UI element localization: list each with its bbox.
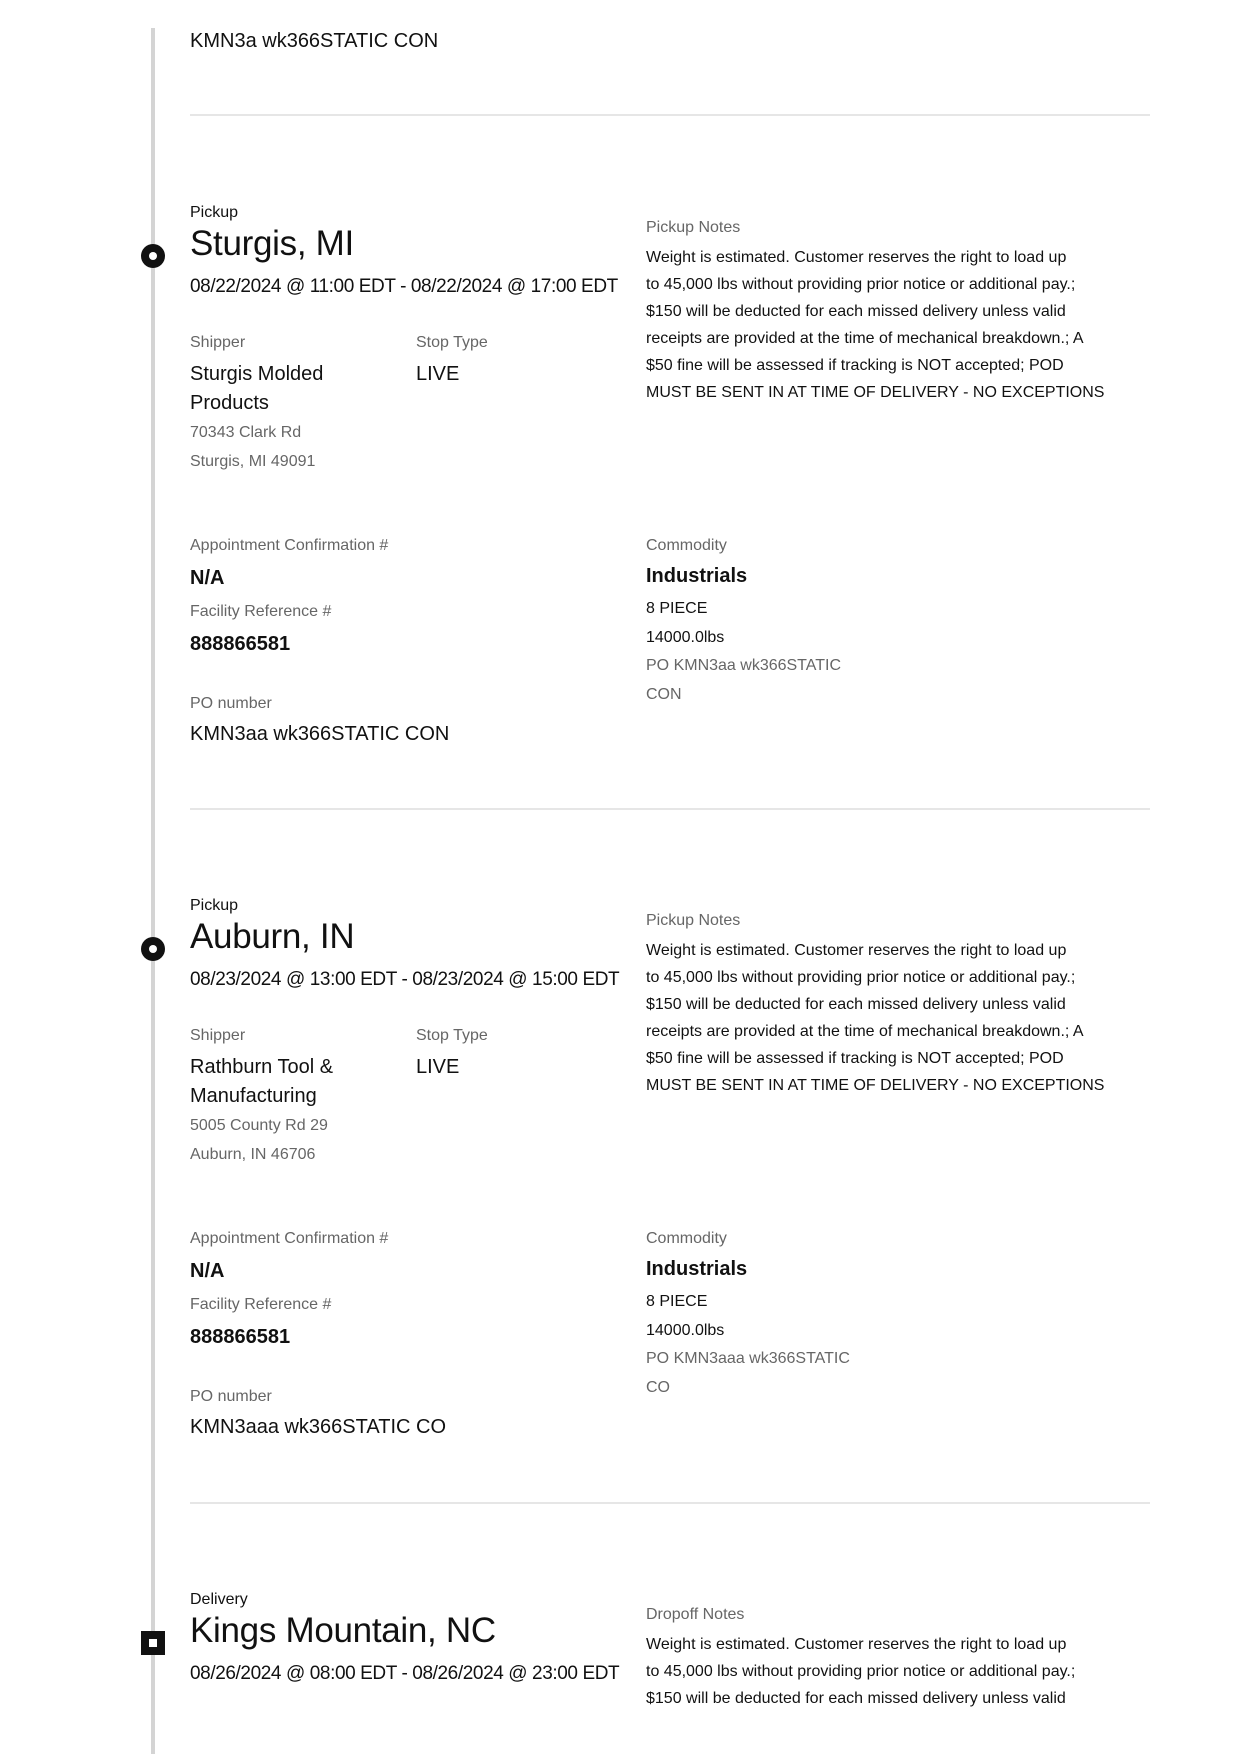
po-number-label: PO number: [190, 695, 272, 712]
notes-line: $150 will be deducted for each missed delivery unless valid: [646, 996, 1066, 1013]
previous-stop-po-number: KMN3a wk366STATIC CON: [190, 30, 439, 52]
notes-title: Dropoff Notes: [646, 1606, 745, 1623]
notes-body: [646, 937, 1116, 1099]
notes-line: MUST BE SENT IN AT TIME OF DELIVERY - NO EXCEPTIONS: [646, 384, 1105, 401]
notes-body: [646, 1631, 1116, 1712]
shipper-address-line1: 5005 County Rd 29: [190, 1117, 328, 1134]
section-divider: [190, 808, 1150, 810]
commodity-po-line2: CON: [646, 686, 682, 703]
pickup-marker-icon: [141, 244, 165, 268]
notes-line: $150 will be deducted for each missed delivery unless valid: [646, 1690, 1066, 1707]
stop-time-window: 08/26/2024 @ 08:00 EDT - 08/26/2024 @ 23:00 EDT: [190, 1663, 620, 1684]
commodity-weight: 14000.0lbs: [646, 1322, 725, 1339]
notes-line: to 45,000 lbs without providing prior notice or additional pay.;: [646, 276, 1076, 293]
stop-kind-label: Delivery: [190, 1591, 248, 1608]
po-number-label: PO number: [190, 1388, 272, 1405]
shipper-name-line: Sturgis Molded: [190, 363, 324, 385]
shipper-label: Shipper: [190, 334, 246, 351]
commodity-weight: 14000.0lbs: [646, 629, 725, 646]
notes-body: [646, 244, 1116, 406]
facility-value: 888866581: [190, 633, 291, 655]
appointment-value: N/A: [190, 567, 225, 589]
stop-city: Auburn, IN: [190, 917, 355, 956]
notes-line: Weight is estimated. Customer reserves the right to load up: [646, 942, 1067, 959]
shipper-label: Shipper: [190, 1027, 246, 1044]
stop-card-auburn: [0, 897, 1240, 1497]
stop-city: Sturgis, MI: [190, 224, 354, 263]
stop-kind-label: Pickup: [190, 897, 239, 914]
commodity-name: Industrials: [646, 565, 748, 587]
notes-line: to 45,000 lbs without providing prior notice or additional pay.;: [646, 1663, 1076, 1680]
notes-line: $50 fine will be assessed if tracking is NOT accepted; POD: [646, 357, 1064, 374]
notes-line: $150 will be deducted for each missed delivery unless valid: [646, 303, 1066, 320]
appointment-label: Appointment Confirmation #: [190, 537, 389, 554]
stop-time-window: 08/22/2024 @ 11:00 EDT - 08/22/2024 @ 17:00 EDT: [190, 276, 618, 297]
stop-card-sturgis: [0, 204, 1240, 804]
section-divider: [190, 114, 1150, 116]
commodity-label: Commodity: [646, 537, 727, 554]
shipper-address-line1: 70343 Clark Rd: [190, 424, 302, 441]
shipper-name-line: Products: [190, 392, 269, 414]
commodity-po-line2: CO: [646, 1379, 670, 1396]
notes-line: to 45,000 lbs without providing prior notice or additional pay.;: [646, 969, 1076, 986]
stop-type-value: LIVE: [416, 1056, 460, 1078]
shipper-name-line: Rathburn Tool &: [190, 1056, 334, 1078]
notes-line: receipts are provided at the time of mechanical breakdown.; A: [646, 1023, 1084, 1040]
notes-line: $50 fine will be assessed if tracking is NOT accepted; POD: [646, 1050, 1064, 1067]
facility-value: 888866581: [190, 1326, 291, 1348]
commodity-pieces: 8 PIECE: [646, 1293, 708, 1310]
stop-time-window: 08/23/2024 @ 13:00 EDT - 08/23/2024 @ 15:00 EDT: [190, 969, 620, 990]
notes-line: MUST BE SENT IN AT TIME OF DELIVERY - NO EXCEPTIONS: [646, 1077, 1105, 1094]
stop-type-value: LIVE: [416, 363, 460, 385]
notes-title: Pickup Notes: [646, 219, 741, 236]
facility-label: Facility Reference #: [190, 1296, 332, 1313]
notes-line: receipts are provided at the time of mechanical breakdown.; A: [646, 330, 1084, 347]
shipper-name: [190, 1053, 410, 1111]
commodity-pieces: 8 PIECE: [646, 600, 708, 617]
po-number-value: KMN3aaa wk366STATIC CO: [190, 1416, 447, 1438]
stop-card-kings-mountain: [0, 1591, 1240, 1754]
stop-city: Kings Mountain, NC: [190, 1611, 496, 1650]
notes-title: Pickup Notes: [646, 912, 741, 929]
commodity-label: Commodity: [646, 1230, 727, 1247]
commodity-name: Industrials: [646, 1258, 748, 1280]
shipper-address-line2: Auburn, IN 46706: [190, 1146, 316, 1163]
facility-label: Facility Reference #: [190, 603, 332, 620]
pickup-marker-icon: [141, 937, 165, 961]
commodity-po-line1: PO KMN3aa wk366STATIC: [646, 657, 842, 674]
shipper-address-line2: Sturgis, MI 49091: [190, 453, 316, 470]
notes-line: Weight is estimated. Customer reserves the right to load up: [646, 1636, 1067, 1653]
appointment-label: Appointment Confirmation #: [190, 1230, 389, 1247]
notes-line: Weight is estimated. Customer reserves the right to load up: [646, 249, 1067, 266]
delivery-marker-icon: [141, 1631, 165, 1655]
shipper-name-line: Manufacturing: [190, 1085, 317, 1107]
shipper-name: [190, 360, 410, 418]
stop-kind-label: Pickup: [190, 204, 239, 221]
po-number-value: KMN3aa wk366STATIC CON: [190, 723, 450, 745]
section-divider: [190, 1502, 1150, 1504]
appointment-value: N/A: [190, 1260, 225, 1282]
commodity-po-line1: PO KMN3aaa wk366STATIC: [646, 1350, 850, 1367]
stop-type-label: Stop Type: [416, 1027, 488, 1044]
stop-type-label: Stop Type: [416, 334, 488, 351]
